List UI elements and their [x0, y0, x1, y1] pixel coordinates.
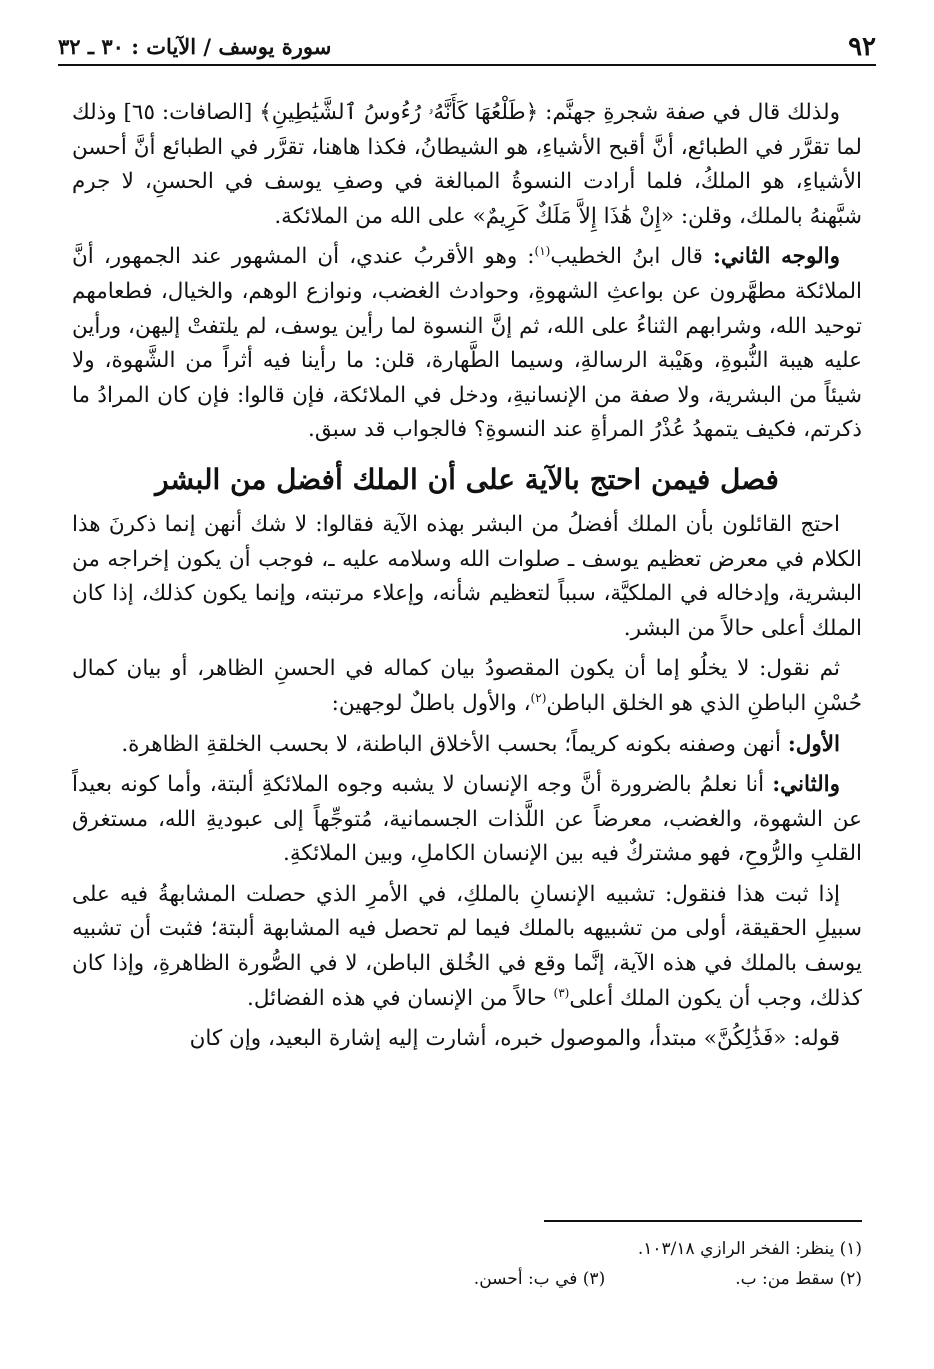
paragraph-7-text-b: حالاً من الإنسان في هذه الفضائل. [247, 985, 554, 1011]
running-title: سورة يوسف / الآيات : ٣٠ ـ ٣٢ [58, 34, 332, 59]
footnote-3: (٣) في ب: أحسن. [473, 1269, 606, 1289]
paragraph-3: احتج القائلون بأن الملك أفضلُ من البشر بهذه الآية فقالوا: لا شك أنهن إنما ذكرنَ هذا الكلام في معرض تعظيم يوسف ـ صلوات الله وسلامه عليه ـ، فوجب أن يكون إخراجه من البشرية، وإدخاله في الملكيَّة، سبباً لتعظيم شأنه، وإعلاء مرتبته، وإنما يكون كذلك، إذا كان الملك أعلى حالاً من البشر. [72, 511, 862, 641]
paragraph-7 [72, 878, 862, 1016]
footnote-2: (٢) سقط من: ب. [735, 1269, 862, 1289]
paragraph-2-text-a: قال ابنُ الخطيب [550, 244, 714, 270]
paragraph-5-text: أنهن وصفنه بكونه كريماً؛ بحسب الأخلاق الباطنة، لا بحسب الخلقةِ الظاهرة. [121, 731, 788, 757]
paragraph-7-text-a: إذا ثبت هذا فنقول: تشبيه الإنسانِ بالملكِ، في الأمرِ الذي حصلت المشابهةُ فيه على سبيلِ الحقيقة، أولى من تشبيهه بالملك فيما لم تحصل فيه المشابهة ألبتة؛ فثبت أن تشبيه يوسف بالملك في هذه الآية، إنَّما وقع في الخُلق الباطن، لا في الصُّورة الظاهرةِ، وإذا كان كذلك، وجب أن يكون الملك أعلى [72, 881, 862, 1011]
paragraph-6-text: أنا نعلمُ بالضرورة أنَّ وجه الإنسان لا يشبه وجوه الملائكةِ ألبتة، وأما كونه بعيداً عن الشهوة، والغضب، معرضاً عن اللَّذات الجسمانية، مُتوجِّهاً إلى عبوديةِ الله، مستغرق القلبِ والرُّوحِ، فهو مشتركٌ فيه بين الإنسان الكاملِ، وبين الملائكةِ. [72, 772, 862, 867]
paragraph-2 [72, 240, 862, 448]
paragraph-8: قوله: «فَذَٰلِكُنَّ» مبتدأ، والموصول خبره، أشارت إليه إشارة البعيد، وإن كان [189, 1026, 840, 1052]
paragraph-5 [72, 728, 862, 763]
paragraph-5-lead: الأول: [787, 731, 840, 757]
section-title: فصل فيمن احتج بالآية على أن الملك أفضل من البشر [155, 462, 779, 496]
paragraph-2-text-b: : وهو الأقربُ عندي، أن المشهور عند الجمهور، أنَّ الملائكة مطهَّرون عن بواعثِ الشهوةِ، وحوادث الغضب، ونوازع الوهم، والخيال، فطعامهم توحيد الله، وشرابهم الثناءُ على الله، ثم إنَّ النسوة لما رأين يوسف، لم يلتفتْ إليهن، ورأين عليه هيبة النُّبوةِ، وهَيْبة الرسالةِ، وسيما الطَّهارة، قلن: ما رأينا فيه أثراً من الشَّهوة، ولا شيئاً من البشرية، ولا صفة من الإنسانيةِ، ودخل في الملائكة، فإن قالوا: فإن كان المرادُ ما ذكرتم، فكيف يتمهدُ عُذْرُ المرأةِ عند النسوةِ؟ فالجواب قد سبق. [72, 244, 862, 443]
paragraph-1: ولذلك قال في صفة شجرةِ جهنَّم: ﴿طَلْعُهَا كَأَنَّهُۥ رُءُوسُ ٱلشَّيَٰطِينِ﴾ [الصافات: ٦٥] وذلك لما تقرَّر في الطبائع، أنَّ أقبح الأشياءِ، هو الشيطانُ، فكذا هاهنا، تقرَّر في الطبائع أنَّ أحسن الأشياءِ، هو الملكُ، فلما أرادت النسوةُ المبالغة في وصفِ يوسف في الحسنِ، لا جرم شبَّهنهُ بالملك، وقلن: «إِنْ هَٰذَا إِلاَّ مَلَكٌ كَرِيمٌ» على الله من الملائكة. [72, 100, 862, 229]
footnote-ref-1: (١) [534, 244, 551, 259]
page-number: ٩٢ [848, 32, 876, 62]
footnote-ref-2: (٢) [530, 690, 547, 705]
paragraph-6 [72, 768, 862, 872]
page-header [58, 26, 876, 62]
paragraph-4-text-a: ثم نقول: لا يخلُو إما أن يكون المقصودُ بيان كماله في الحسنِ الظاهر، أو بيان كمال حُسْنِ الباطنِ الذي هو الخلق الباطن [72, 656, 862, 716]
footnote-rule [544, 1220, 862, 1222]
footnote-row-1 [72, 1234, 862, 1264]
paragraph-6-lead: والثاني: [772, 772, 840, 798]
footnote-1: (١) ينظر: الفخر الرازي ١٠٣/١٨. [637, 1239, 862, 1259]
paragraph-4-text-b: ، والأول باطلٌ لوجهين: [331, 690, 531, 716]
footnotes [72, 1234, 862, 1294]
paragraph-2-lead: والوجه الثاني: [713, 244, 840, 270]
footnote-ref-3: (٣) [553, 985, 570, 1000]
header-rule [58, 64, 876, 66]
paragraph-4 [72, 652, 862, 721]
main-text [72, 96, 862, 1063]
footnote-row-2 [72, 1264, 862, 1294]
